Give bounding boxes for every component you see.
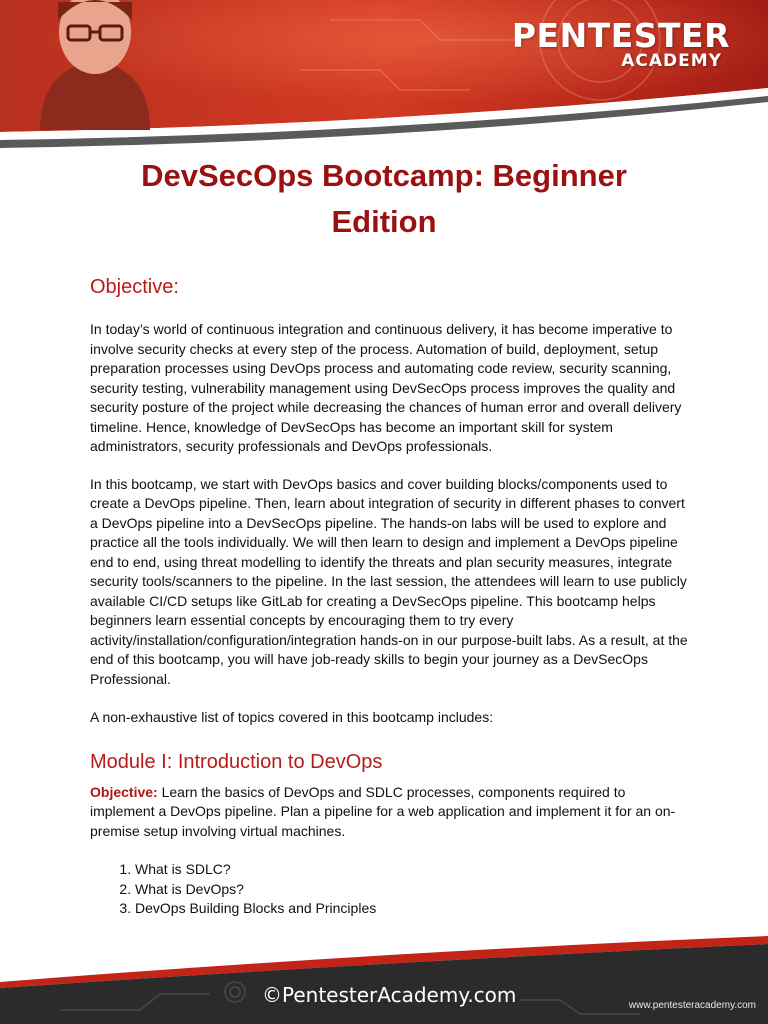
list-item: 3. DevOps Building Blocks and Principles	[135, 899, 690, 919]
objective-paragraph-2: In this bootcamp, we start with DevOps basics and cover building blocks/components used to create a DevOps pipeline. Then, learn about integration of security in different phases to convert a DevOps pipeline into a DevSecOps pipeline. The hands-on labs will be used to explore and practice all the tools individually. We will then learn to design and implement a DevOps pipeline end to end, using threat modelling to identify the threats and plan security measures, integrate security tools/scanners to the pipeline. In the last session, the attendees will learn to use publicly available CI/CD setups like GitLab for creating a DevSecOps pipeline. This bootcamp helps beginners learn essential concepts by encouraging them to try every activity/installation/configuration/integration hands-on in our purpose-built labs. As a result, at the end of this bootcamp, you will have job-ready skills to begin your journey as a DevSecOps Professional.	[90, 475, 688, 687]
module-1-objective	[90, 783, 690, 842]
pentester-academy-logo	[512, 18, 730, 70]
document-title	[60, 153, 708, 245]
logo-line-pentester: PENTESTER	[511, 16, 730, 55]
objective-paragraph-1: In today’s world of continuous integration and continuous delivery, it has become imperative to involve security checks at every step of the process. Automation of build, deployment, setup preparation processes using DevOps process and automating code review, security scanning, security testing, vulnerability management using DevSecOps process improves the quality and security posture of the project while decreasing the chances of human error and overall delivery timeline. Hence, knowledge of DevSecOps has become an important skill for system administrators, security professionals and DevOps professionals.	[90, 321, 682, 454]
module-1-heading: Module I: Introduction to DevOps	[90, 750, 383, 773]
objective-paragraph-3: A non-exhaustive list of topics covered in this bootcamp includes:	[90, 709, 494, 725]
module-1-objective-text: Learn the basics of DevOps and SDLC processes, components required to implement a DevOps pipeline. Plan a pipeline for a web application and implement it for an on-premise setup involving virtual machines.	[90, 783, 676, 839]
document-body	[90, 270, 690, 919]
page-footer	[0, 930, 768, 1024]
title-line-2: Edition	[331, 204, 437, 239]
objective-heading: Objective:	[90, 276, 179, 298]
logo-line-academy: ACADEMY	[621, 51, 722, 71]
list-item: 2. What is DevOps?	[135, 880, 690, 900]
footer-website-link[interactable]: www.pentesteracademy.com	[628, 1000, 756, 1011]
page-header	[0, 0, 768, 150]
list-item: 1. What is SDLC?	[135, 860, 690, 880]
footer-copyright: ©PentesterAcademy.com	[262, 983, 517, 1007]
title-line-1: DevSecOps Bootcamp: Beginner	[141, 158, 627, 193]
module-1-objective-label: Objective:	[90, 783, 158, 800]
module-1-topic-list	[90, 860, 690, 919]
